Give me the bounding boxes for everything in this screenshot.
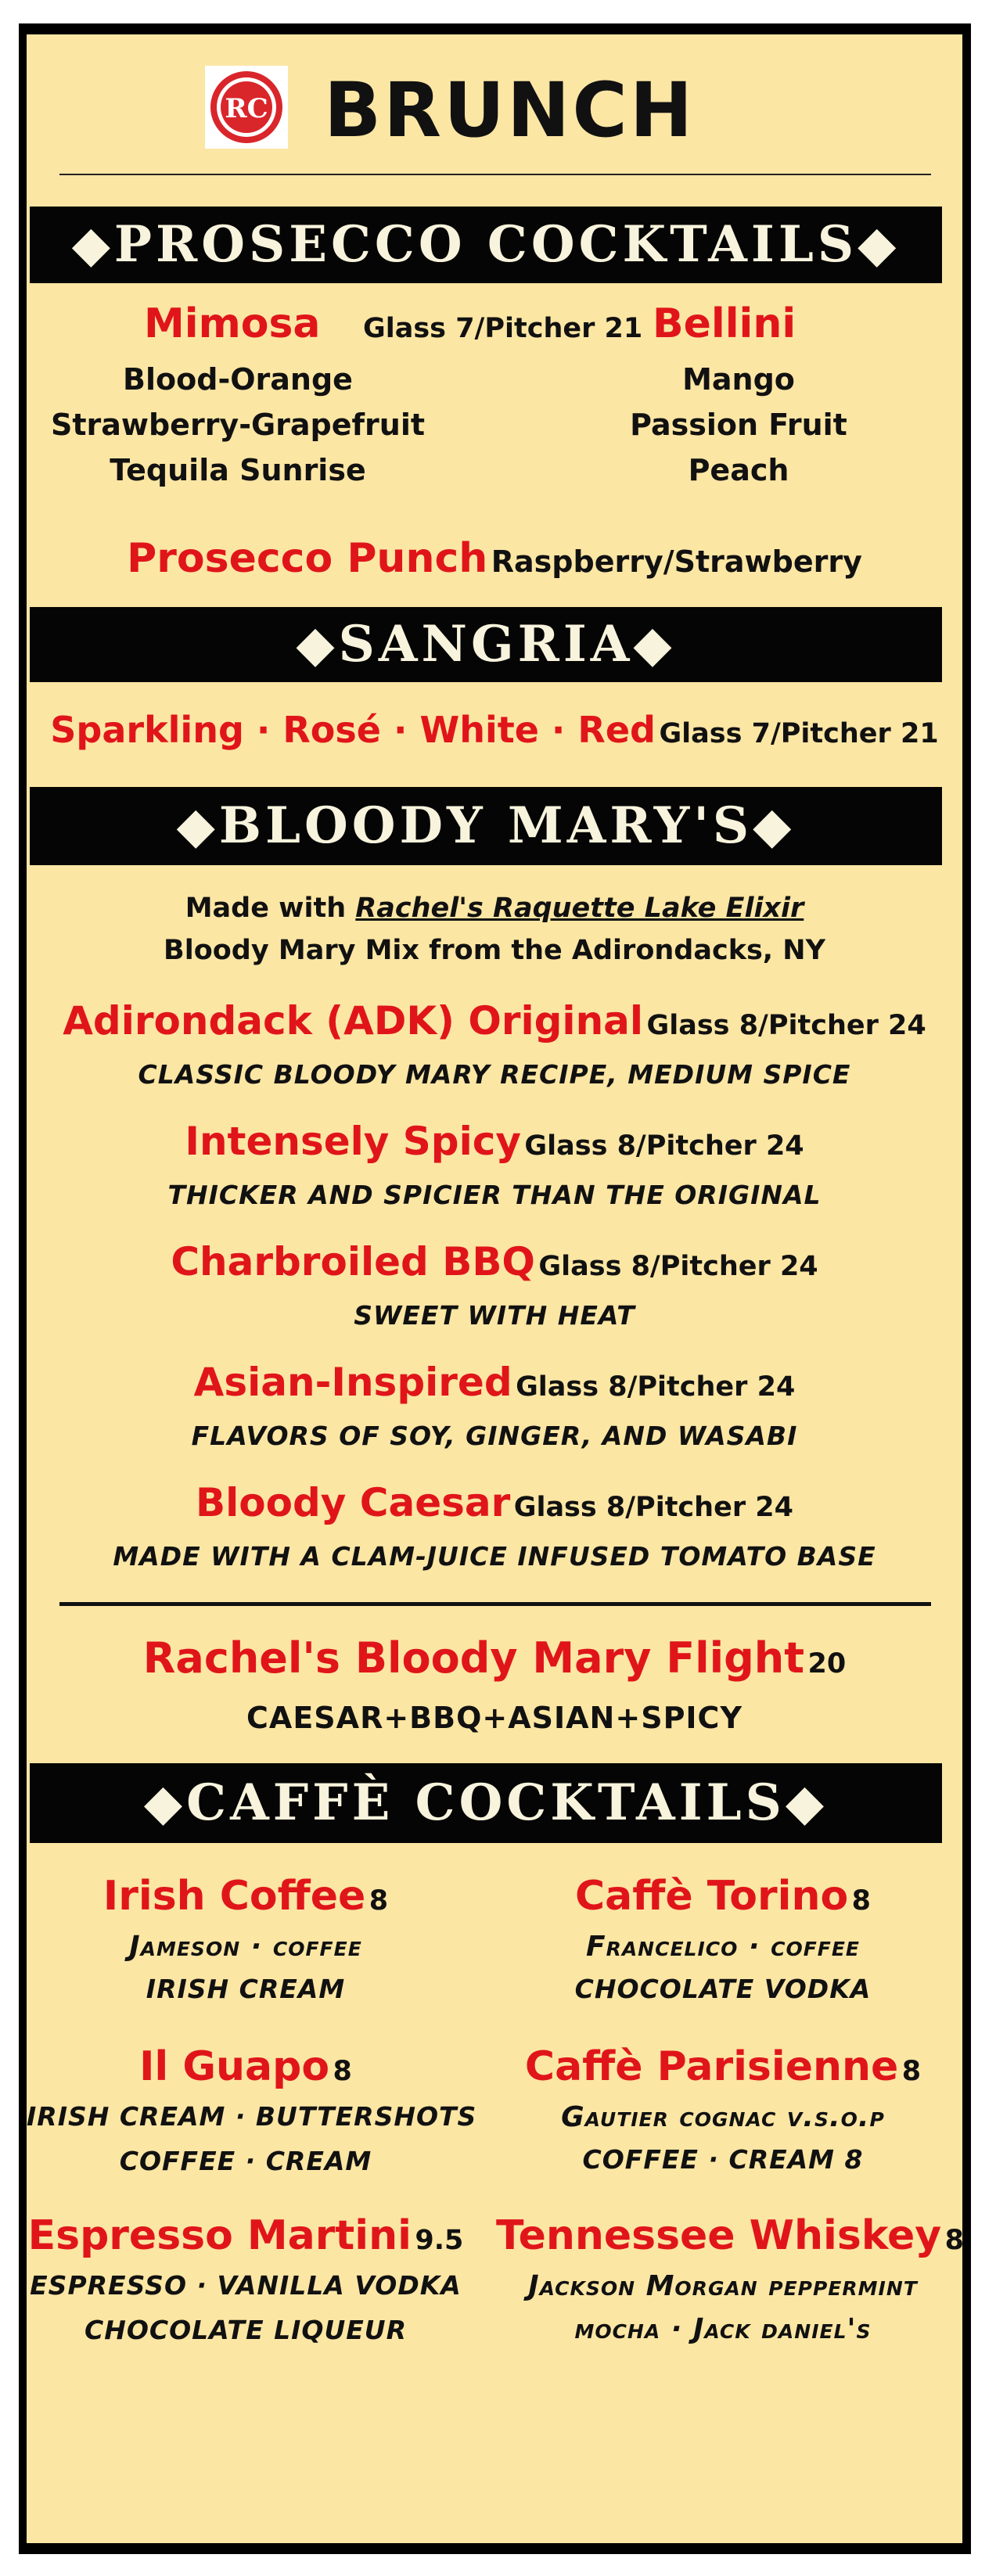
bloody-item [27,1360,962,1405]
caffe-item [27,2043,477,2176]
item-name: Espresso Martini [27,2212,412,2259]
item-line2: IRISH CREAM [146,1974,346,2004]
bellini-flavors [574,357,903,493]
item-price: Glass 8/Pitcher 24 [524,1130,804,1162]
menu-paper [27,34,962,2543]
item-desc: MADE WITH A CLAM-JUICE INFUSED TOMATO BASE [113,1541,876,1572]
item-line2: COFFEE · CREAM 8 [582,2144,864,2175]
caffe-item [27,1873,465,2004]
bloody-item [27,998,962,1044]
bloody-intro [27,887,962,972]
item-name-bellini: Bellini [653,300,796,347]
logo-icon [205,66,288,149]
flight-divider [59,1602,931,1606]
item-name: Caffè Torino [574,1873,849,1920]
item-desc: SWEET WITH HEAT [354,1300,635,1331]
item-line2: COFFEE · CREAM [119,2146,372,2176]
item-line2: CHOCOLATE VODKA [574,1974,872,2004]
list-item: Strawberry-Grapefruit [50,408,426,442]
item-name-mimosa: Mimosa [144,300,321,347]
list-item: Peach [688,453,789,487]
item-line1: Francelico · coffee [585,1931,861,1963]
item-name: Irish Coffee [102,1873,366,1920]
item-name: Charbroiled BBQ [171,1239,535,1284]
item-name-prosecco-punch: Prosecco Punch [127,535,488,582]
item-line1: Gautier cognac v.s.o.p [561,2101,885,2133]
caffe-item [496,2043,950,2175]
item-price: Glass 8/Pitcher 24 [538,1251,818,1282]
section-heading-sangria: ◆SANGRIA◆ [30,607,942,682]
item-flavors-prosecco-punch: Raspberry/Strawberry [491,544,862,579]
section-heading-caffe: ◆CAFFÈ COCKTAILS◆ [30,1763,942,1843]
list-item: Mango [682,362,795,397]
caffe-item [27,2212,465,2345]
item-line2: CHOCOLATE LIQUEUR [84,2315,408,2345]
item-line1: ESPRESSO · VANILLA VODKA [30,2270,462,2301]
item-price: Glass 8/Pitcher 24 [516,1371,796,1403]
item-line1: Jameson · coffee [129,1931,362,1963]
item-name: Tennessee Whiskey [496,2212,942,2259]
logo-text: RC [225,93,268,124]
flight-row [27,1633,962,1683]
item-price: 8 [901,2056,922,2087]
item-price: Glass 8/Pitcher 24 [513,1492,793,1523]
flight-price: 20 [807,1648,847,1680]
item-desc: CLASSIC BLOODY MARY RECIPE, MEDIUM SPICE [138,1059,851,1090]
item-name: Adirondack (ADK) Original [63,998,644,1044]
item-price: 8 [851,1885,872,1917]
item-name: Il Guapo [139,2043,330,2090]
header-divider [59,174,931,175]
item-price: 8 [944,2225,964,2256]
intro-line2: Bloody Mary Mix from the Adirondacks, NY [164,935,825,966]
item-price-mimosa: Glass 7/Pitcher 21 [363,313,643,344]
item-price: 9.5 [415,2225,464,2256]
intro-brand: Rachel's Raquette Lake Elixir [355,893,804,924]
caffe-item [496,2212,964,2345]
item-name: Bloody Caesar [196,1480,511,1525]
mimosa-flavors [27,357,449,493]
flight-desc: CAESAR+BBQ+ASIAN+SPICY [246,1701,743,1735]
item-name: Intensely Spicy [185,1119,521,1164]
item-price: Glass 8/Pitcher 24 [646,1010,926,1041]
item-desc: THICKER AND SPICIER THAN THE ORIGINAL [167,1180,822,1210]
list-item: Blood-Orange [123,362,353,397]
bloody-item [27,1239,962,1284]
item-line2: mocha · Jack daniel's [574,2313,872,2345]
item-line1: IRISH CREAM · BUTTERSHOTS [27,2101,477,2132]
list-item: Passion Fruit [630,408,847,442]
intro-prefix: Made with [185,893,356,924]
item-name: Caffè Parisienne [524,2043,899,2090]
sangria-varieties: Sparkling · Rosé · White · Red [50,709,656,751]
section-heading-bloody: ◆BLOODY MARY'S◆ [30,787,942,865]
prosecco-punch-row [27,535,962,582]
section-heading-prosecco: ◆PROSECCO COCKTAILS◆ [30,207,942,283]
bloody-item [27,1119,962,1164]
item-price: 8 [369,1885,389,1917]
page-title: BRUNCH [324,66,696,154]
item-desc: FLAVORS OF SOY, GINGER, AND WASABI [191,1421,798,1451]
list-item: Tequila Sunrise [110,453,366,487]
item-name: Asian-Inspired [193,1360,512,1405]
flight-name: Rachel's Bloody Mary Flight [142,1633,805,1683]
bloody-item [27,1480,962,1525]
caffe-item [496,1873,950,2004]
sangria-row [27,709,962,751]
sangria-price: Glass 7/Pitcher 21 [659,718,939,749]
item-price: 8 [333,2056,352,2087]
item-line1: Jackson Morgan peppermint [528,2270,918,2302]
